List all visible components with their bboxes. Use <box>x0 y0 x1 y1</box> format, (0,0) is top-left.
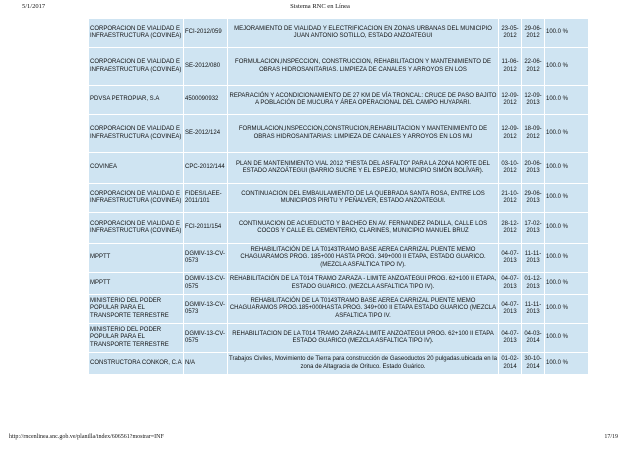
table-row <box>89 19 589 48</box>
table-row <box>89 324 589 353</box>
entity-cell: MINISTERIO DEL PODER POPULAR PARA EL TRANSPORTE TERRESTRE <box>89 295 184 324</box>
start-date-cell: 21-10-2012 <box>499 184 522 213</box>
end-date-cell: 01-12-2013 <box>522 273 545 295</box>
end-date-cell: 30-10-2014 <box>522 353 545 375</box>
description-cell: REHABILITACION DE LA T014 TRAMO ZARAZA-LIMITE ANZOATEGUI PROG. 62+100 II ETAPA ESTADO GUARICO (MEZCLA ASFALTICA TIPO IV). <box>228 324 499 353</box>
description-cell: FORMULACION,INSPECCION, CONSTRUCCION, REHABILITACION Y MANTENIMIENTO DE OBRAS HIDROSANITARIAS. LIMPIEZA DE CANALES Y ARROYOS EN LOS <box>228 48 499 86</box>
contract-code-cell: SE-2012/124 <box>184 115 228 153</box>
end-date-cell: 17-02-2013 <box>522 213 545 244</box>
percent-cell: 100.0 % <box>545 213 589 244</box>
contract-code-cell: FIDES/LAEE-2011/101 <box>184 184 228 213</box>
entity-cell: MPPTT <box>89 273 184 295</box>
contract-code-cell: FCI-2011/154 <box>184 213 228 244</box>
table-row <box>89 184 589 213</box>
end-date-cell: 20-06-2013 <box>522 153 545 184</box>
percent-cell: 100.0 % <box>545 48 589 86</box>
page-footer <box>0 434 640 446</box>
contract-code-cell: CPC-2012/144 <box>184 153 228 184</box>
start-date-cell: 11-06-2012 <box>499 48 522 86</box>
entity-cell: PDVSA PETROPIAR, S.A <box>89 86 184 115</box>
start-date-cell: 28-12-2012 <box>499 213 522 244</box>
start-date-cell: 23-05-2012 <box>499 19 522 48</box>
contract-code-cell: DGMIV-13-CV-0573 <box>184 244 228 273</box>
start-date-cell: 04-07-2013 <box>499 295 522 324</box>
end-date-cell: 29-06-2012 <box>522 19 545 48</box>
description-cell: CONTINUACION DEL EMBAULAMIENTO DE LA QUEBRADA SANTA ROSA, ENTRE LOS MUNICIPIOS PIRITU Y PEÑALVER, ESTADO ANZOATEGUI. <box>228 184 499 213</box>
table-row <box>89 153 589 184</box>
entity-cell: CONSTRUCTORA CONKOR, C.A <box>89 353 184 375</box>
contract-code-cell: DGMIV-13-CV-0575 <box>184 324 228 353</box>
percent-cell: 100.0 % <box>545 244 589 273</box>
description-cell: Trabajos Civiles, Movimiento de Tierra para construcción de Gaseoductos 20 pulgadas.ubicada en la zona de Altagracia de Orituco. Estado Guárico. <box>228 353 499 375</box>
percent-cell: 100.0 % <box>545 273 589 295</box>
page-header <box>0 3 640 15</box>
table-row <box>89 295 589 324</box>
end-date-cell: 11-11-2013 <box>522 244 545 273</box>
page-url: http://rncenlinea.snc.gob.ve/planilla/index/606561?mostrar=INF <box>9 434 164 440</box>
description-cell: CONTINUACION DE ACUEDUCTO Y BACHEO EN AV. FERNANDEZ PADILLA, CALLE LOS COCOS Y CALLE EL CEMENTERIO, CLARINES, MUNICIPIO MANUEL BRUZ <box>228 213 499 244</box>
description-cell: PLAN DE MANTENIMIENTO VIAL 2012 "FIESTA DEL ASFALTO" PARA LA ZONA NORTE DEL ESTADO ANZOÁTEGUI (BARRIO SUCRE Y EL ESPEJO, MUNICIPIO SIMÓN BOLÍVAR). <box>228 153 499 184</box>
end-date-cell: 11-11-2013 <box>522 295 545 324</box>
entity-cell: CORPORACION DE VIALIDAD E INFRAESTRUCTURA (COVINEA) <box>89 115 184 153</box>
table-row <box>89 273 589 295</box>
page-number: 17/19 <box>604 434 618 440</box>
description-cell: REHABILITACIÓN DE LA T014 TRAMO ZARAZA - LIMITE ANZOATEGUI PROG. 62+100 II ETAPA, ESTADO GUARICO. (MEZCLA ASFALTICA TIPO IV). <box>228 273 499 295</box>
percent-cell: 100.0 % <box>545 19 589 48</box>
contract-code-cell: SE-2012/080 <box>184 48 228 86</box>
entity-cell: CORPORACION DE VIALIDAD E INFRAESTRUCTURA (COVINEA) <box>89 48 184 86</box>
description-cell: REHABILITACIÓN DE LA T0143TRAMO BASE AEREA CARRIZAL PUENTE MEMO CHAGUARAMOS PROG. 185+000 HASTA PROG. 349+000 II ETAPA, ESTADO GUARICO. (MEZCLA ASFALTICA TIPO IV). <box>228 244 499 273</box>
entity-cell: CORPORACION DE VIALIDAD E INFRAESTRUCTURA (COVINEA) <box>89 184 184 213</box>
entity-cell: MPPTT <box>89 244 184 273</box>
table-row <box>89 213 589 244</box>
percent-cell: 100.0 % <box>545 153 589 184</box>
description-cell: MEJORAMIENTO DE VIALIDAD Y ELECTRIFICACION EN ZONAS URBANAS DEL MUNICIPIO JUAN ANTONIO SOTILLO, ESTADO ANZOATEGUI <box>228 19 499 48</box>
percent-cell: 100.0 % <box>545 115 589 153</box>
end-date-cell: 12-09-2013 <box>522 86 545 115</box>
contract-code-cell: 4500090932 <box>184 86 228 115</box>
print-date: 5/1/2017 <box>22 3 46 10</box>
description-cell: REPARACIÓN Y ACONDICIONAMIENTO DE 27 KM DE VÍA TRONCAL: CRUCE DE PASO BAJITO A POBLACIÓN DE MUCURA Y ÁREA OPERACIONAL DEL CAMPO HUYAPARI. <box>228 86 499 115</box>
description-cell: FORMULACION,INSPECCION,CONSTRUCION,REHABILITACION Y MANTENIMIENTO DE OBRAS HIDROSANITARIAS: LIMPIEZA DE CANALES Y ARROYOS EN LOS MU <box>228 115 499 153</box>
entity-cell: CORPORACION DE VIALIDAD E INFRAESTRUCTURA (COVINEA) <box>89 213 184 244</box>
start-date-cell: 12-09-2012 <box>499 115 522 153</box>
page-title: Sistema RNC en Línea <box>290 3 350 10</box>
percent-cell: 100.0 % <box>545 86 589 115</box>
contract-code-cell: FCI-2012/059 <box>184 19 228 48</box>
start-date-cell: 03-10-2012 <box>499 153 522 184</box>
entity-cell: CORPORACION DE VIALIDAD E INFRAESTRUCTURA (COVINEA) <box>89 19 184 48</box>
table-row <box>89 48 589 86</box>
contract-code-cell: DGMIV-13-CV-0573 <box>184 295 228 324</box>
end-date-cell: 04-03-2014 <box>522 324 545 353</box>
contract-code-cell: DGMIV-13-CV-0575 <box>184 273 228 295</box>
start-date-cell: 01-02-2014 <box>499 353 522 375</box>
table-row <box>89 86 589 115</box>
table-row <box>89 115 589 153</box>
contract-code-cell: N/A <box>184 353 228 375</box>
percent-cell: 100.0 % <box>545 324 589 353</box>
percent-cell: 100.0 % <box>545 184 589 213</box>
end-date-cell: 18-09-2012 <box>522 115 545 153</box>
entity-cell: COVINEA <box>89 153 184 184</box>
table-row <box>89 244 589 273</box>
experience-table <box>88 18 589 375</box>
end-date-cell: 22-06-2012 <box>522 48 545 86</box>
end-date-cell: 29-06-2013 <box>522 184 545 213</box>
entity-cell: MINISTERIO DEL PODER POPULAR PARA EL TRANSPORTE TERRESTRE <box>89 324 184 353</box>
start-date-cell: 12-09-2012 <box>499 86 522 115</box>
percent-cell: 100.0 % <box>545 353 589 375</box>
description-cell: REHABILITACIÓN DE LA T0143TRAMO BASE AEREA CARRIZAL PUENTE MEMO CHAGUARAMOS PROG.185+000HASTA PROG. 349+000 II ETAPA ESTADO GUARICO (MEZCLA ASFALTICA TIPO IV. <box>228 295 499 324</box>
table-row <box>89 353 589 375</box>
start-date-cell: 04-07-2013 <box>499 273 522 295</box>
percent-cell: 100.0 % <box>545 295 589 324</box>
start-date-cell: 04-07-2013 <box>499 244 522 273</box>
start-date-cell: 04-07-2013 <box>499 324 522 353</box>
